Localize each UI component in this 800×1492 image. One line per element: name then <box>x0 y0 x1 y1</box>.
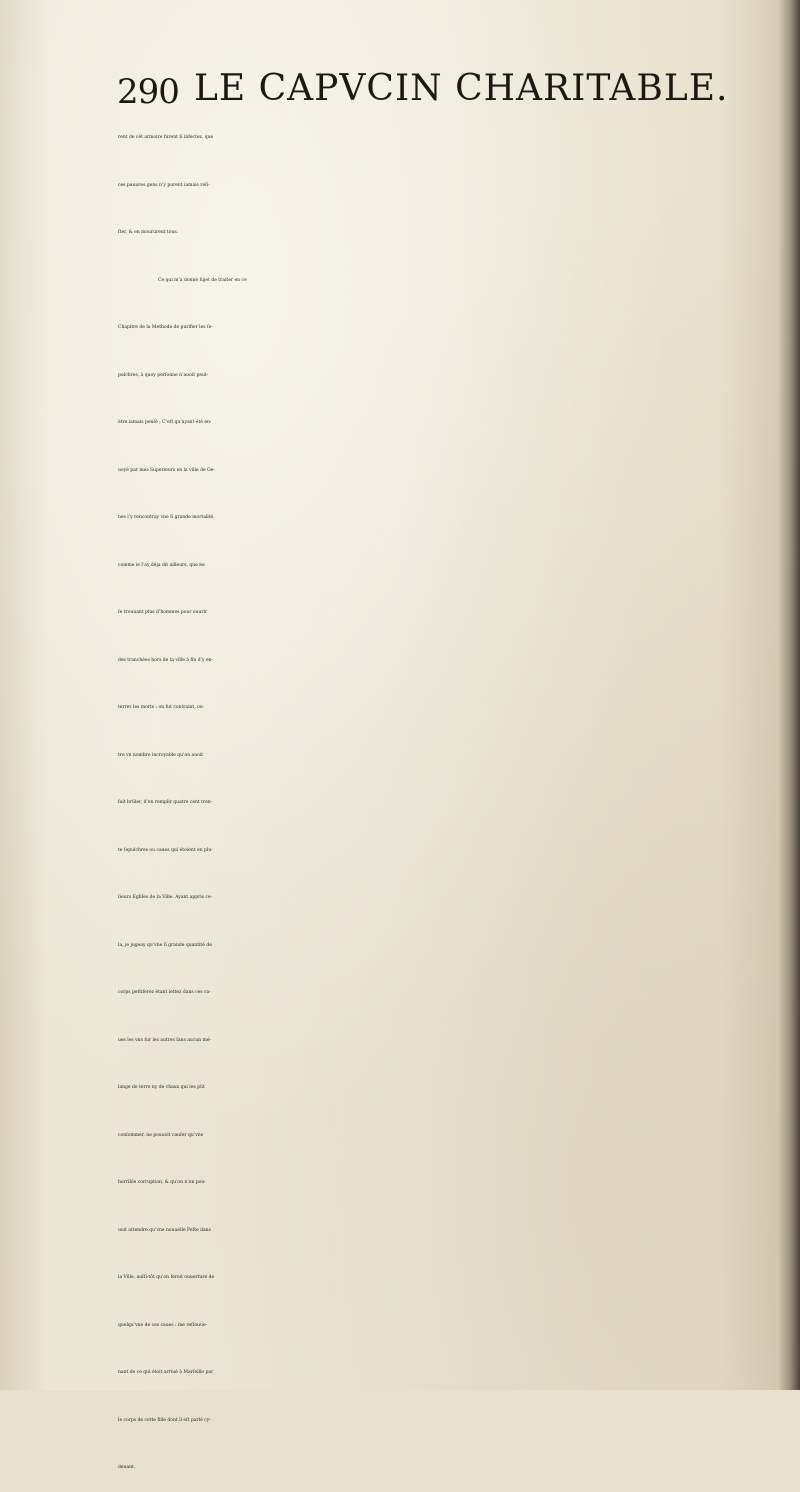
text-line: des tranchées hors de la ville à fin d’y en- <box>118 657 214 663</box>
text-line: ues les vns ſur les autres ſans aucun mé- <box>118 1037 212 1043</box>
text-line: quelqu’vne de ces caues : me reſſouue- <box>118 1322 208 1328</box>
text-line: lange de terre ny de chaux qui les pût <box>118 1085 205 1090</box>
text-line: nant de ce qui étoit arriué à Marſeille par <box>118 1370 214 1375</box>
text-line: conſommer, ne pouuoit cauſer qu’vne <box>118 1132 204 1138</box>
text-line: horrible corruption, & qu’on n’en pou- <box>118 1180 206 1185</box>
text-line: Chapitre de la Methode de purifier les ſe- <box>118 325 213 330</box>
text-line: uoit attendre qu’vne nouuelle Peſte dans <box>118 1227 211 1233</box>
text-line: uoyé par mes Superieurs en la ville de Ge- <box>118 467 215 473</box>
page-number: 290 <box>117 72 179 112</box>
text-line: te ſepulchres ou caues qui étoient en plu- <box>118 847 213 853</box>
text-line: comme ie l’ay déja dit ailleurs, que ne <box>118 562 205 568</box>
text-line: ſieurs Egliſes de la Ville. Ayant appris ce- <box>118 895 213 900</box>
text-line: Ce qui m’a donné ſujet de traiter en ce <box>158 277 247 283</box>
text-line: ces pauures gens n’y purent iamais reſi- <box>118 182 210 188</box>
text-line: nes i’y rencontray vne ſi grande mortalité, <box>118 515 215 520</box>
text-line: étre iamais penſé ; C’eſt qu’ayant été en- <box>118 420 212 425</box>
text-line: fait brûler, d’en remplir quatre cent tren- <box>118 800 213 805</box>
text-line: ſter, & en moururent tous. <box>118 230 179 235</box>
text-line: rent de cêt armoire furent ſi infectez, que <box>118 135 214 140</box>
text-line: pulchres, à quoy perſonne n’auoit peut- <box>118 372 209 378</box>
text-line: corps peſtiferez étant iettez dans ces ca- <box>118 990 211 995</box>
text-line: deuant. <box>118 1465 136 1470</box>
body-text <box>118 114 788 1492</box>
text-line: la, je jugeay qu’vne ſi grande quantité de <box>118 942 212 948</box>
text-line: le corps de cette fille dont il eſt parlé cy- <box>118 1417 211 1423</box>
text-line: terrer les morts : on fut contraint, ou- <box>118 705 205 710</box>
text-line: tre vn nombre incroyable qu’on auoit <box>118 752 204 758</box>
running-title: LE CAPVCIN CHARITABLE. <box>194 68 729 109</box>
page-header <box>117 62 797 118</box>
text-line: la Ville, auſſi-tôt qu’on feroit ouuerture de <box>118 1275 215 1280</box>
text-line: ſe trouuant plus d’hommes pour ouurir <box>118 610 208 615</box>
